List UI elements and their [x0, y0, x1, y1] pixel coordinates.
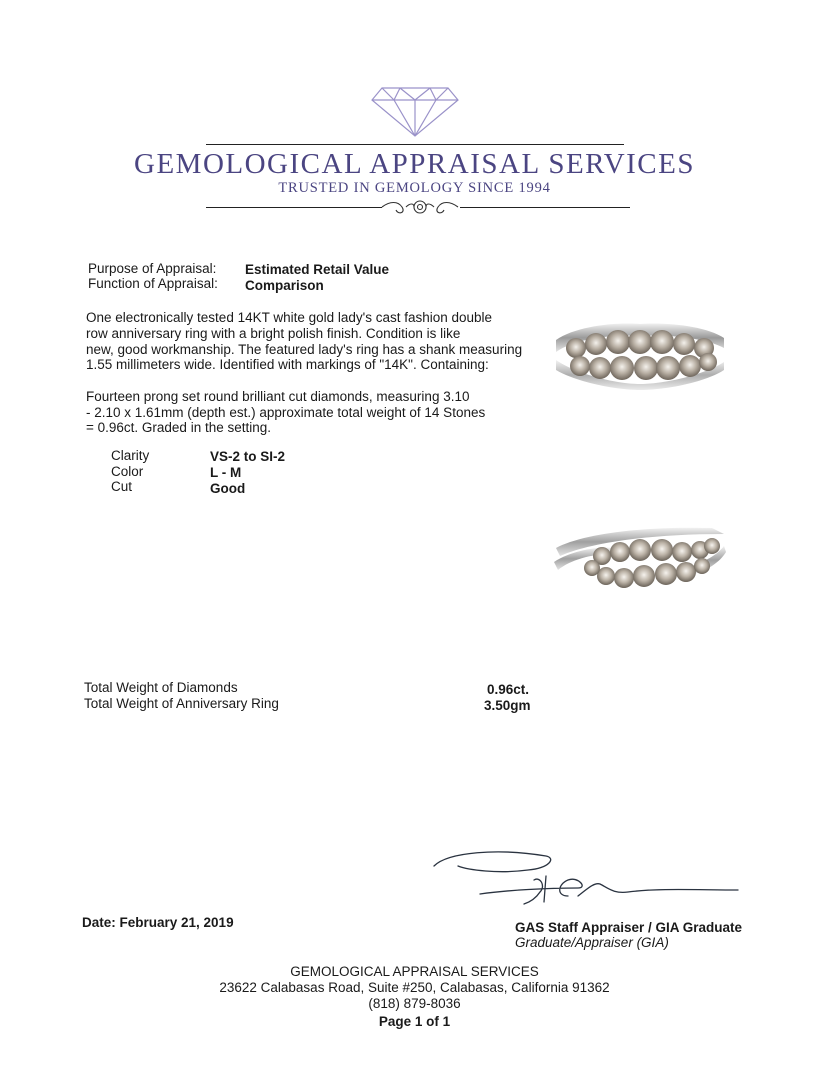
company-name: GEMOLOGICAL APPRAISAL SERVICES — [134, 148, 695, 180]
total-ring-value: 3.50gm — [484, 698, 531, 713]
footer-address: 23622 Calabasas Road, Suite #250, Calabasas, California 91362 — [219, 980, 610, 995]
description-line: row anniversary ring with a bright polish finish. Condition is like — [86, 326, 461, 341]
header-bottom-rule-left — [206, 207, 382, 208]
ring-photo-top — [556, 318, 724, 390]
cut-value: Good — [210, 481, 246, 496]
page-number: Page 1 of 1 — [378, 1014, 451, 1029]
color-value: L - M — [210, 465, 242, 480]
appraiser-subtitle: Graduate/Appraiser (GIA) — [515, 935, 669, 950]
signature — [428, 846, 748, 910]
diamonds-line: - 2.10 x 1.61mm (depth est.) approximate total weight of 14 Stones — [86, 405, 486, 420]
appraiser-title: GAS Staff Appraiser / GIA Graduate — [515, 920, 743, 935]
purpose-label: Purpose of Appraisal: — [88, 261, 217, 276]
diamonds-line: Fourteen prong set round brilliant cut diamonds, measuring 3.10 — [86, 389, 470, 404]
appraisal-date: Date: February 21, 2019 — [82, 915, 234, 930]
total-ring-label: Total Weight of Anniversary Ring — [84, 696, 279, 711]
footer-company: GEMOLOGICAL APPRAISAL SERVICES — [290, 964, 539, 979]
clarity-label: Clarity — [111, 448, 150, 463]
color-label: Color — [111, 464, 144, 479]
header-bottom-rule-right — [460, 207, 630, 208]
cut-label: Cut — [111, 479, 133, 494]
company-tagline: TRUSTED IN GEMOLOGY SINCE 1994 — [278, 180, 551, 196]
function-label: Function of Appraisal: — [88, 276, 218, 291]
description-line: new, good workmanship. The featured lady's ring has a shank measuring — [86, 342, 523, 357]
description-line: 1.55 millimeters wide. Identified with markings of "14K". Containing: — [86, 357, 489, 372]
function-value: Comparison — [245, 278, 324, 293]
footer-phone: (818) 879-8036 — [368, 996, 461, 1011]
description-line: One electronically tested 14KT white gold lady's cast fashion double — [86, 310, 493, 325]
scroll-ornament-icon — [380, 197, 460, 219]
diamonds-line: = 0.96ct. Graded in the setting. — [86, 420, 271, 435]
diamond-outline-icon — [370, 78, 460, 138]
clarity-value: VS-2 to SI-2 — [210, 449, 286, 464]
purpose-value: Estimated Retail Value — [245, 262, 390, 277]
total-diamonds-value: 0.96ct. — [487, 682, 530, 697]
total-diamonds-label: Total Weight of Diamonds — [84, 680, 238, 695]
ring-photo-angle — [552, 520, 728, 600]
header-top-rule — [206, 144, 624, 145]
